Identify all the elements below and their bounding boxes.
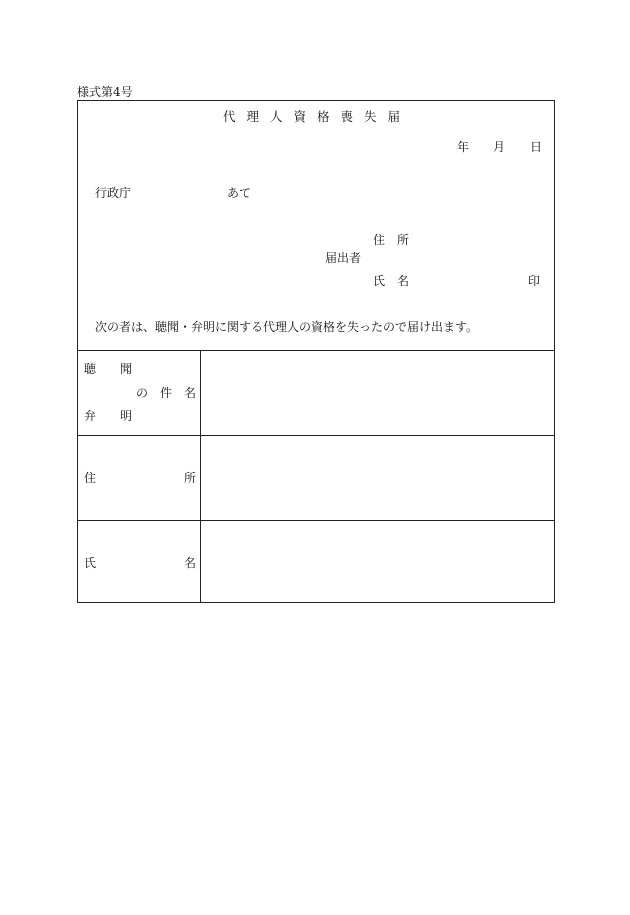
date-month-label: 月 [493,140,506,154]
addressee-suffix: あて [227,186,252,200]
name-label-left: 氏 [84,556,97,570]
address-label-right: 所 [184,471,197,485]
notifier-address-label: 住 所 [373,233,410,247]
notification-form [77,100,555,603]
case-value-cell [201,351,554,435]
date-year-label: 年 [457,140,470,154]
statement-text: 次の者は、聴聞・弁明に関する代理人の資格を失ったので届け出ます。 [95,320,479,334]
notifier-name-label: 氏 名 [373,274,410,288]
form-title: 代理人資格喪失届 [222,109,411,124]
form-number: 様式第4号 [77,85,133,99]
notifier-label: 届出者 [325,251,362,265]
name-value-cell [201,521,554,603]
case-label-subject: の 件 名 [136,386,197,400]
case-label-hearing: 聴 聞 [84,362,133,376]
date-day-label: 日 [530,140,543,154]
address-label-left: 住 [84,471,97,485]
address-value-cell [201,436,554,520]
addressee-office: 行政庁 [95,186,132,200]
seal-mark: 印 [528,274,541,288]
name-label-right: 名 [184,556,197,570]
case-label-explanation: 弁 明 [84,409,133,423]
